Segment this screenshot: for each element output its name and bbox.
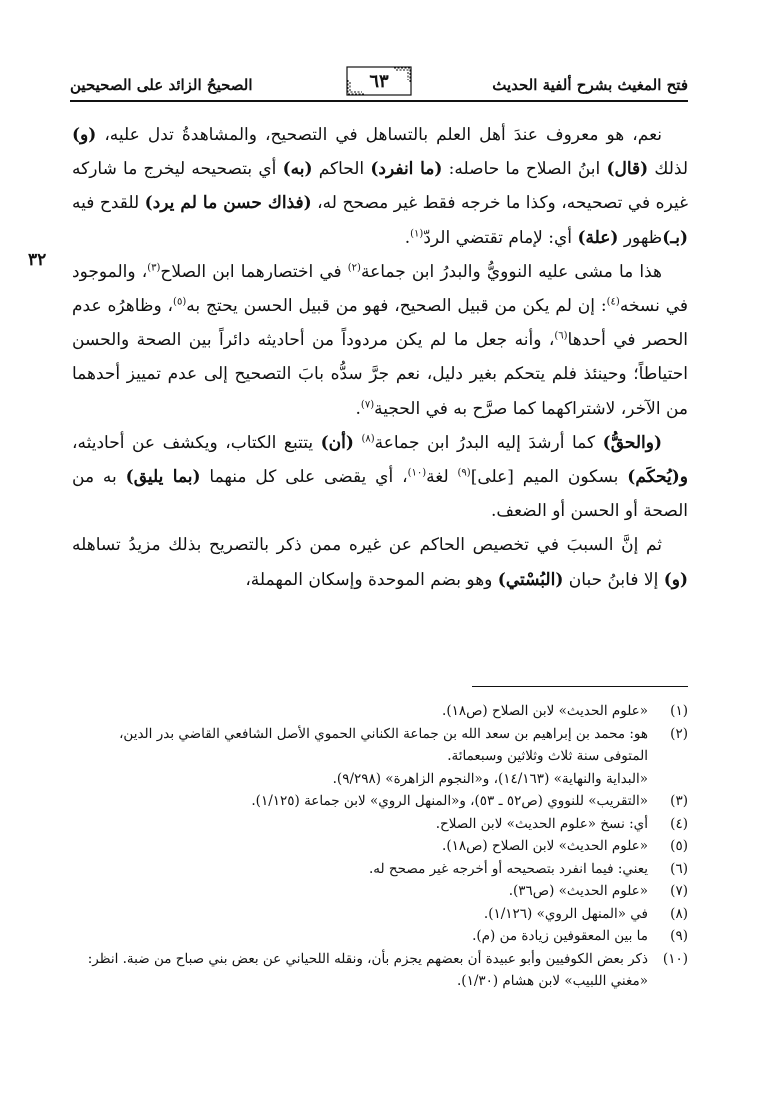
footnote-line: ذكر بعض الكوفيين وأبو عبيدة أن بعضهم يجزم بأن، ونقله اللحياني عن بعض بني صباح من ضبة. انظر: «مغني اللبيب» لابن هشام (١/٣٠). [87, 950, 648, 989]
footnote [72, 903, 688, 926]
footnote-reference: (٣) [147, 262, 161, 274]
footnote [72, 948, 688, 993]
commentary-text: إلا فابنُ حبان [563, 569, 664, 590]
footnote [72, 925, 688, 948]
footnote [72, 700, 688, 723]
footnote-number: (٥) [670, 838, 688, 854]
footnote-reference: (٥) [173, 296, 187, 308]
body-paragraph [72, 255, 688, 426]
footnote-separator [472, 686, 688, 687]
footnote-line: «البداية والنهاية» (١٤/١٦٣)، و«النجوم الزاهرة» (٩/٢٩٨). [332, 770, 648, 787]
footnote-reference: (٢) [347, 262, 361, 274]
matn-text: (علة) [577, 227, 619, 248]
page-number: ٦٣ [369, 71, 389, 92]
commentary-text: ابنُ الصلاح ما حاصله: [442, 159, 607, 180]
commentary-text: . [355, 398, 361, 419]
commentary-text: : إن لم يكن من قبيل الصحيح، فهو من قبيل الحسن يحتج به [186, 296, 607, 317]
body-paragraph [72, 118, 688, 255]
matn-text: (البُسْتي) [497, 569, 564, 590]
margin-reference-number: ٣٢ [28, 250, 47, 270]
footnote-text [72, 813, 648, 836]
footnote-reference: (٩) [457, 467, 471, 479]
matn-text: (بما يليق) [125, 467, 201, 488]
commentary-text: لذلك [648, 159, 689, 180]
footnote-text [72, 700, 648, 723]
matn-text: (و) [663, 569, 688, 590]
commentary-text: ، أي يقضى على كل منهما [200, 467, 408, 488]
matn-text: (به) [282, 159, 313, 180]
page-number-box [346, 66, 412, 96]
commentary-text: ، وظاهرُه عدم الحصر في أحدها [72, 296, 688, 351]
footnote-reference: (٦) [554, 330, 568, 342]
footnote [72, 790, 688, 813]
footnote-reference: (٨) [361, 433, 375, 445]
matn-text: (قال) [606, 159, 649, 180]
commentary-text: ثم إنَّ السببَ في تخصيص الحاكم عن غيره ممن ذكر بالتصريح بذلك مزيدُ تساهله [72, 535, 663, 556]
body-paragraph [72, 426, 688, 529]
footnote-line: هو: محمد بن إبراهيم بن سعد الله بن جماعة الكناني الحموي الأصل الشافعي القاضي بدر الدين، المتوفى سنة ثلاث وثلاثين وسبعمائة. [119, 725, 648, 764]
footnote-text [72, 790, 648, 813]
commentary-text: أي بتصحيحه ليخرج ما شاركه غيره في تصحيحه، وكذا ما خرجه فقط غير مصحح له، [72, 159, 688, 214]
footnote-reference: (٤) [606, 296, 620, 308]
footnote-text [72, 903, 648, 926]
footnote-line: «علوم الحديث» (ص٣٦). [508, 883, 648, 899]
matn-text: (و) [72, 125, 97, 145]
footnote [72, 813, 688, 836]
matn-text: و(يُحكَم) [627, 467, 688, 488]
footnote-line: أي: نسخ «علوم الحديث» لابن الصلاح. [435, 815, 648, 832]
footnote-text [72, 858, 648, 881]
footnote [72, 880, 688, 903]
main-text [72, 118, 688, 597]
commentary-text: ظهور [618, 227, 663, 248]
footnote-line: ما بين المعقوفين زيادة من (م). [472, 928, 648, 944]
commentary-text: . [404, 227, 411, 248]
matn-text: (ما انفرد) [370, 159, 443, 180]
commentary-text: ، وأنه جعل ما لم يكن مردوداً من أحاديثه دائراً بين الصحة والحسن احتياطاً؛ وحينئذ فلم يتحكم بغير دليل، نعم جرَّ سدُّه بابَ التصحيح إلى عدم تمييز أحدهما من الآخر، لاشتراكهما كما صرَّح به في الحجية [72, 330, 688, 419]
matn-text: (والحقُّ) [602, 432, 663, 453]
footnote-number: (٣) [670, 793, 688, 809]
matn-text: (أن) [320, 432, 354, 453]
footnote-reference: (١٠) [407, 467, 427, 479]
commentary-text: في اختصارهما ابن الصلاح [160, 261, 348, 282]
footnote-line: في «المنهل الروي» (١/١٢٦). [483, 905, 648, 922]
commentary-text: وهو بضم الموحدة وإسكان المهملة، [245, 569, 498, 590]
footnote-number: (٢) [670, 725, 688, 742]
footnote-text [72, 880, 648, 903]
footnote-text [72, 835, 648, 858]
footnote-line: «التقريب» للنووي (ص٥٢ ـ ٥٣)، و«المنهل الروي» لابن جماعة (١/١٢٥). [251, 793, 648, 809]
book-title: فتح المغيث بشرح ألفية الحديث [492, 76, 688, 94]
footnotes-list [72, 700, 688, 993]
footnote-text [72, 925, 648, 948]
footnote-line: «علوم الحديث» لابن الصلاح (ص١٨). [442, 703, 648, 719]
commentary-text: نعم، هو معروف عندَ أهل العلم بالتساهل في التصحيح، والمشاهدةُ تدل عليه، [96, 125, 662, 145]
footnote-number: (٤) [670, 815, 688, 832]
footnote-line: «علوم الحديث» لابن الصلاح (ص١٨). [442, 838, 648, 854]
running-header [70, 64, 688, 102]
commentary-text: به من الصحة أو الحسن أو الضعف. [72, 467, 688, 522]
footnote-reference: (١) [410, 227, 424, 239]
footnote-number: (٩) [670, 928, 688, 944]
footnote-number: (٦) [670, 860, 688, 877]
footnote-text [72, 948, 648, 993]
footnote-reference: (٧) [360, 398, 375, 410]
matn-text: (بـ) [662, 227, 688, 248]
footnote-text [72, 723, 648, 791]
commentary-text: يتتبع الكتاب، ويكشف عن أحاديثه، [72, 432, 321, 453]
footnote-number: (٧) [670, 883, 688, 899]
matn-text: (فذاك حسن ما لم يرد) [144, 193, 312, 214]
commentary-text: أي: لإمام تقتضي الردّ [423, 227, 578, 248]
commentary-text: كما أرشدَ إليه البدرُ ابن جماعة [374, 432, 603, 453]
section-title: الصحيحُ الزائد على الصحيحين [70, 76, 253, 94]
footnote [72, 858, 688, 881]
commentary-text: للقدح فيه [72, 193, 145, 214]
body-paragraph [72, 528, 688, 596]
footnote-line: يعني: فيما انفرد بتصحيحه أو أخرجه غير مصحح له. [369, 860, 648, 877]
footnote [72, 835, 688, 858]
commentary-text: بسكون الميم [على] [470, 467, 628, 488]
commentary-text: لغة [426, 467, 458, 488]
footnote-number: (١) [670, 703, 688, 719]
footnote [72, 723, 688, 791]
commentary-text: هذا ما مشى عليه النوويُّ والبدرُ ابن جماعة [360, 261, 662, 282]
footnote-number: (١٠) [662, 950, 688, 967]
commentary-text: ، والموجود في نسخه [72, 261, 689, 317]
commentary-text: الحاكم [312, 159, 371, 180]
footnote-number: (٨) [670, 905, 688, 922]
